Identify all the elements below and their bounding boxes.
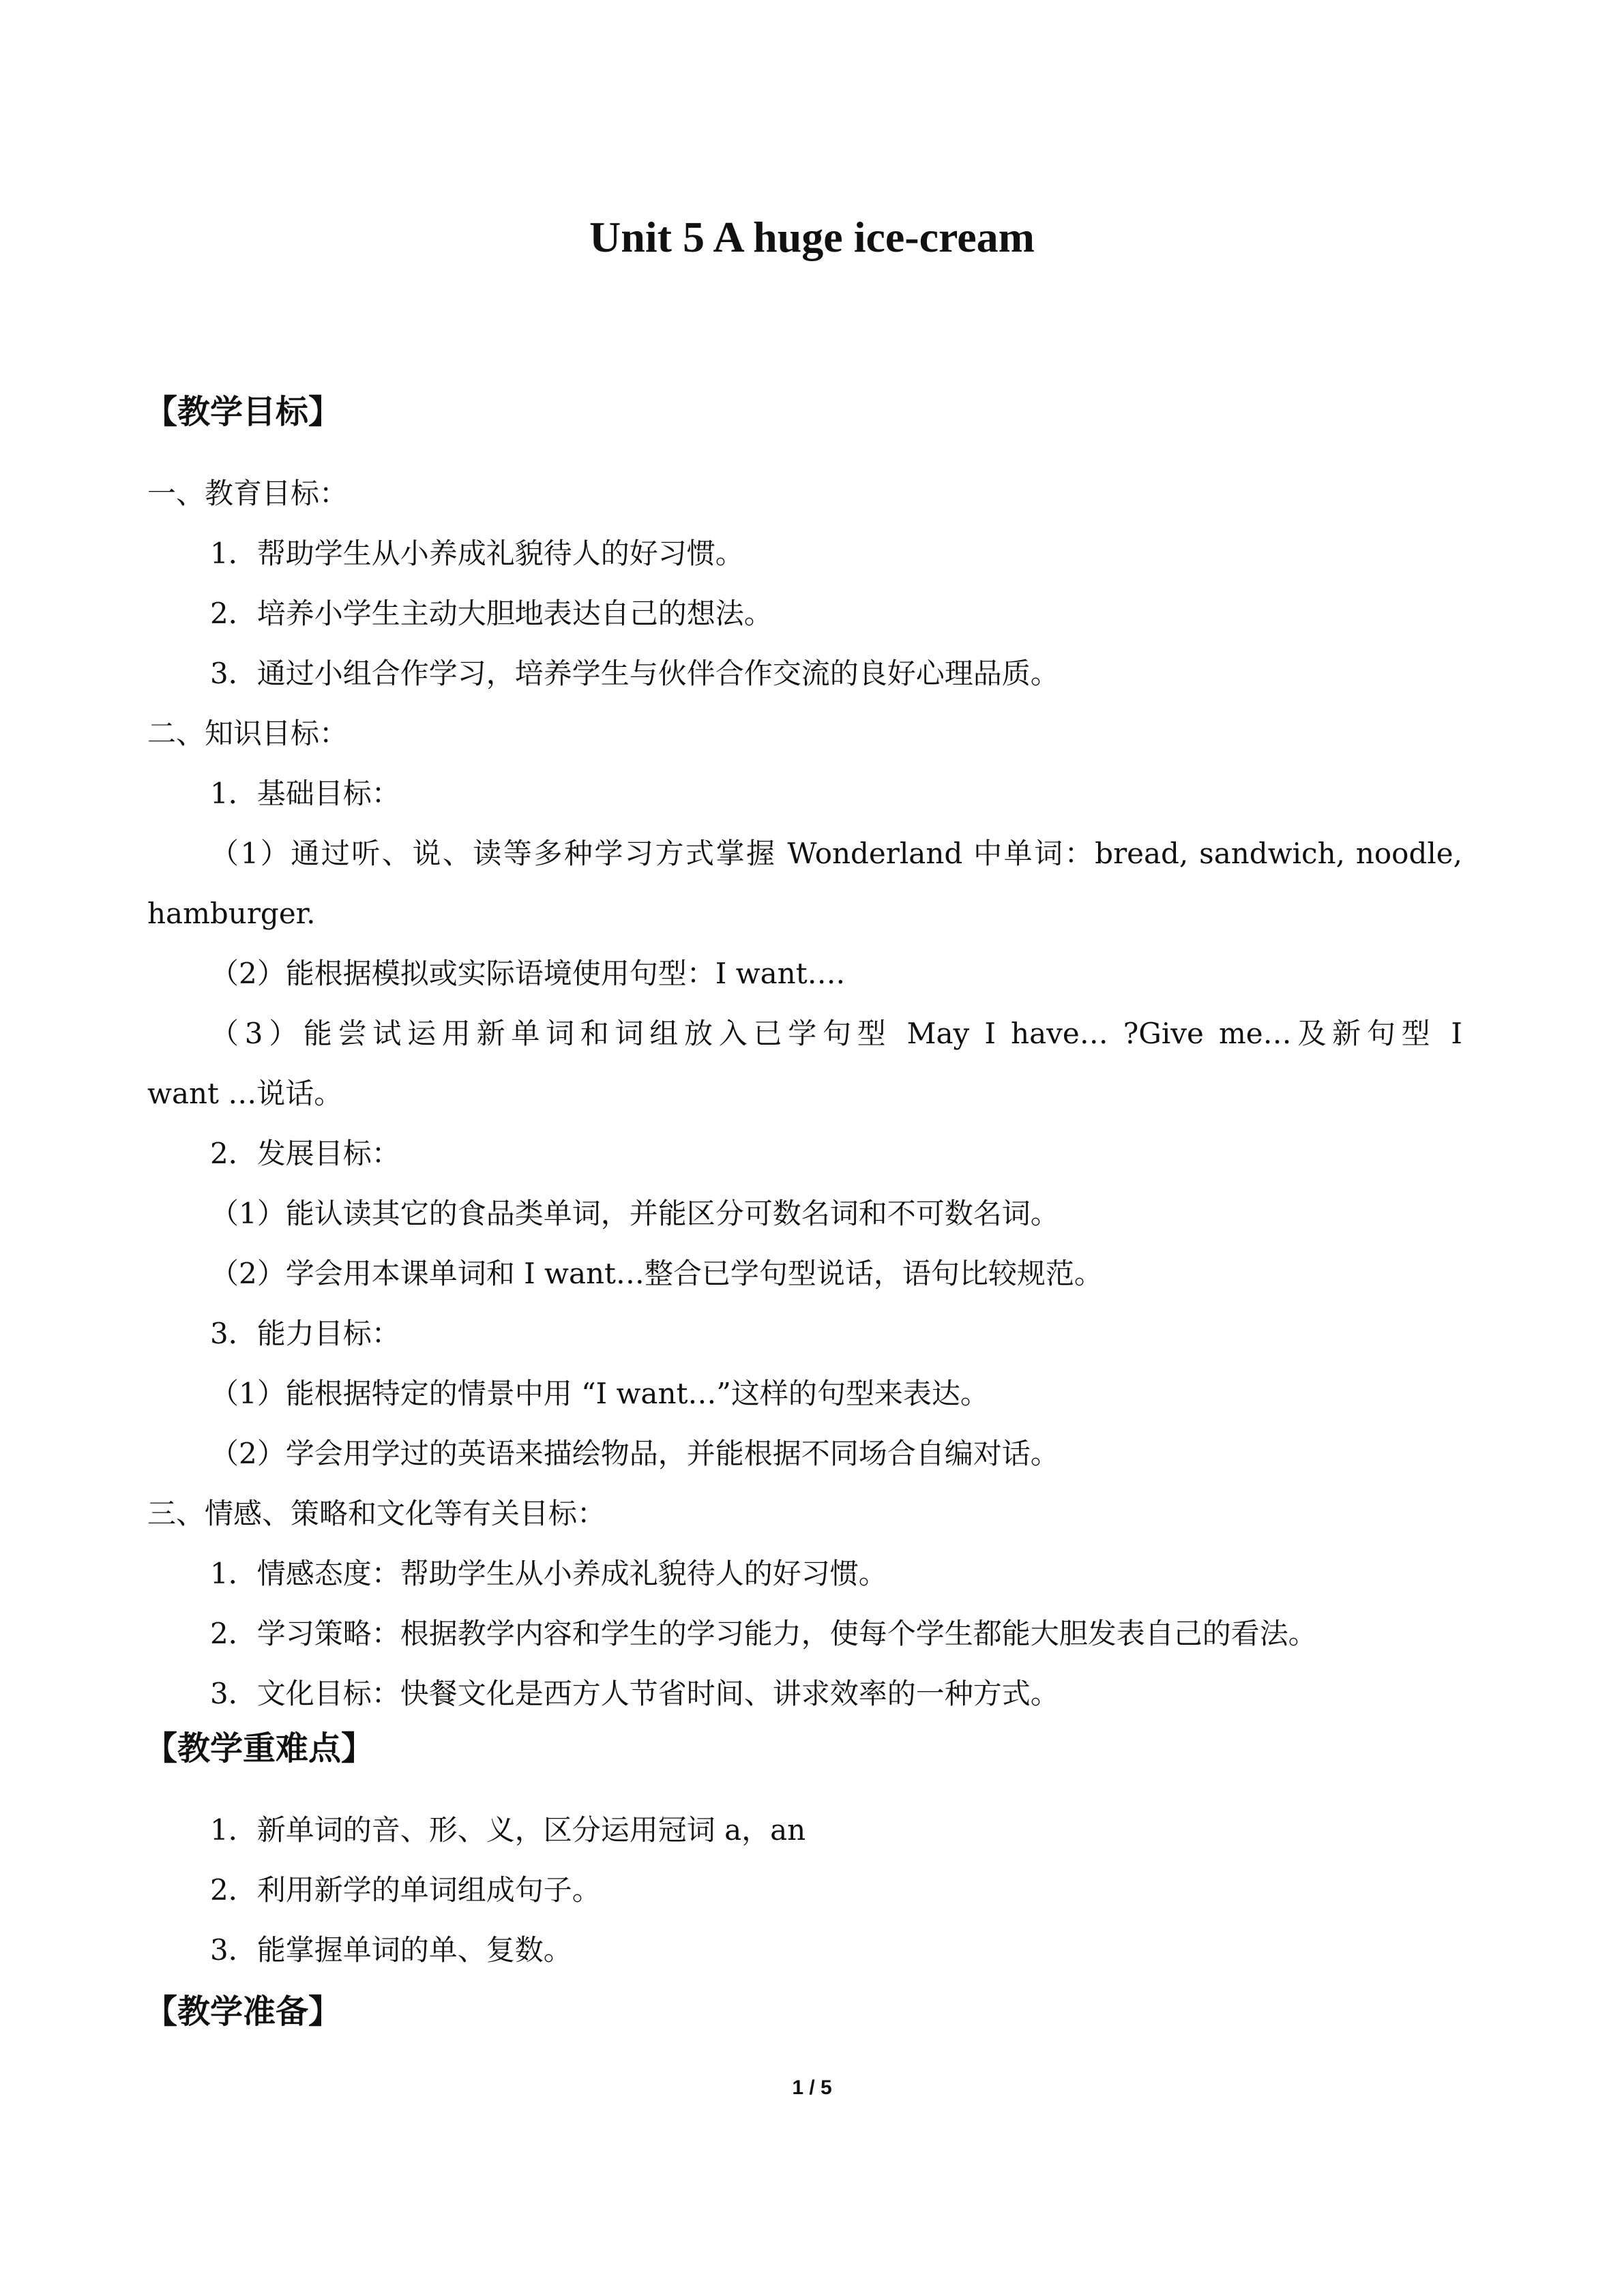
ability-goals-heading: 3．能力目标： [210, 1317, 400, 1350]
basic-goal-2: （2）能根据模拟或实际语境使用句型：I want…. [210, 957, 845, 990]
edu-goal-1: 1．帮助学生从小养成礼貌待人的好习惯。 [210, 537, 744, 570]
basic-goals-heading: 1．基础目标： [210, 777, 400, 810]
development-goal-1: （1）能认读其它的食品类单词，并能区分可数名词和不可数名词。 [210, 1197, 1059, 1230]
section-heading-preparation: 【教学准备】 [145, 1993, 342, 2031]
ability-goal-1: （1）能根据特定的情景中用 “I want…”这样的句型来表达。 [210, 1377, 989, 1410]
basic-goal-1-line-b: hamburger. [147, 897, 316, 930]
emotion-goals-heading: 三、情感、策略和文化等有关目标： [147, 1497, 606, 1530]
basic-goal-3-line-b: want …说话。 [147, 1077, 343, 1110]
development-goals-heading: 2．发展目标： [210, 1137, 400, 1170]
edu-goal-3: 3．通过小组合作学习，培养学生与伙伴合作交流的良好心理品质。 [210, 657, 1059, 690]
document-title: Unit 5 A huge ice-cream [589, 213, 1035, 261]
emotion-goal-2: 2．学习策略：根据教学内容和学生的学习能力，使每个学生都能大胆发表自己的看法。 [210, 1617, 1317, 1650]
section-heading-objectives: 【教学目标】 [145, 393, 342, 431]
ability-goal-2: （2）学会用学过的英语来描绘物品，并能根据不同场合自编对话。 [210, 1437, 1059, 1470]
edu-goals-heading: 一、教育目标： [147, 477, 349, 510]
section-heading-keypoints: 【教学重难点】 [145, 1729, 374, 1768]
basic-goal-1-line-a: （1）通过听、说、读等多种学习方式掌握 Wonderland 中单词：bread, sandwich, noodle, [210, 837, 1462, 870]
basic-goal-3-line-a: （3）能尝试运用新单词和词组放入已学句型 May I have… ?Give me…及新句型 I [210, 1017, 1462, 1050]
page-number: 1 / 5 [792, 2076, 832, 2099]
emotion-goal-3: 3．文化目标：快餐文化是西方人节省时间、讲求效率的一种方式。 [210, 1677, 1059, 1710]
keypoint-1: 1．新单词的音、形、义，区分运用冠词 a，an [210, 1813, 806, 1847]
development-goal-2: （2）学会用本课单词和 I want…整合已学句型说话，语句比较规范。 [210, 1257, 1103, 1290]
keypoint-3: 3．能掌握单词的单、复数。 [210, 1933, 572, 1967]
keypoint-2: 2．利用新学的单词组成句子。 [210, 1873, 601, 1907]
edu-goal-2: 2．培养小学生主动大胆地表达自己的想法。 [210, 597, 773, 630]
emotion-goal-1: 1．情感态度：帮助学生从小养成礼貌待人的好习惯。 [210, 1557, 887, 1590]
knowledge-goals-heading: 二、知识目标： [147, 717, 349, 750]
